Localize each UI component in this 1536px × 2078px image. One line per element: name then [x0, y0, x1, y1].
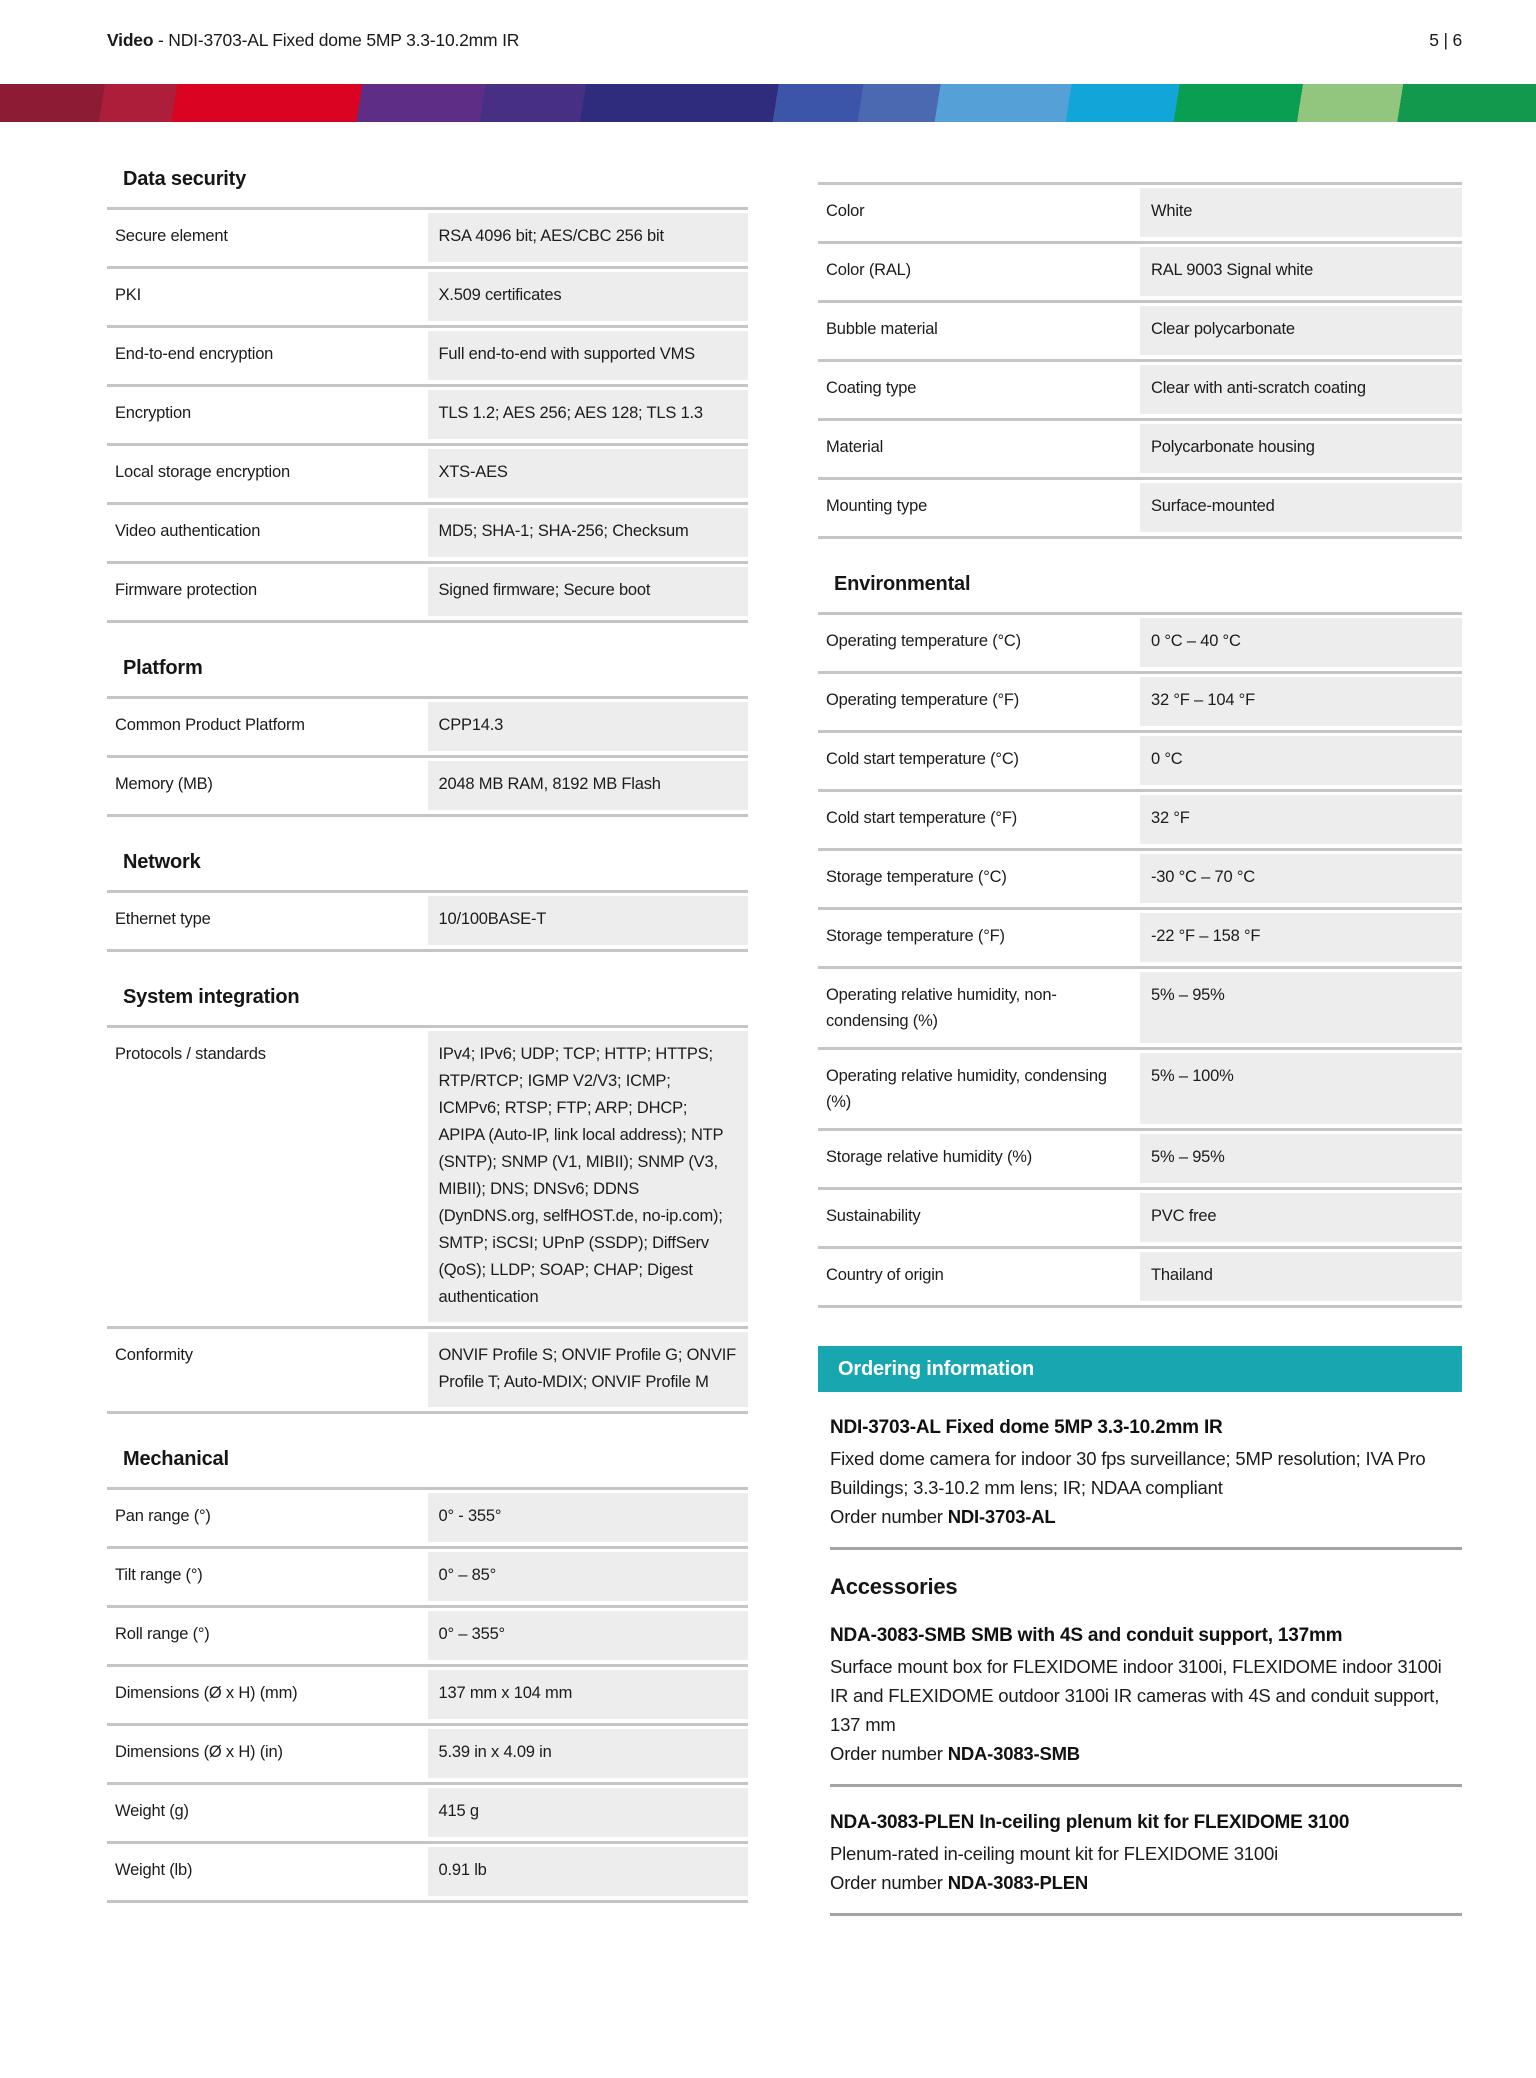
section-title: Mechanical [123, 1448, 229, 1470]
left-column [107, 168, 748, 1903]
spec-row [818, 671, 1462, 730]
spec-row [818, 418, 1462, 477]
spec-value: 0° – 355° [428, 1611, 749, 1660]
spec-label: Operating relative humidity, condensing (%) [826, 1067, 1107, 1111]
spec-value: 5% – 100% [1140, 1053, 1462, 1124]
spec-value: TLS 1.2; AES 256; AES 128; TLS 1.3 [428, 390, 749, 439]
spec-label: Dimensions (Ø x H) (mm) [115, 1684, 298, 1702]
order-number: NDI-3703-AL [947, 1506, 1056, 1527]
spec-row [107, 502, 748, 561]
spec-label: Ethernet type [115, 910, 211, 928]
spec-value: Surface-mounted [1140, 483, 1462, 532]
spec-value: RSA 4096 bit; AES/CBC 256 bit [428, 213, 749, 262]
product-description: Surface mount box for FLEXIDOME indoor 3100i, FLEXIDOME indoor 3100i IR and FLEXIDOME outdoor 3100i IR cameras with 4S and conduit support, 137 mm [830, 1656, 1442, 1735]
spec-label: Common Product Platform [115, 716, 305, 734]
spec-value: Polycarbonate housing [1140, 424, 1462, 473]
spec-label: Dimensions (Ø x H) (in) [115, 1743, 283, 1761]
spec-row [107, 1025, 748, 1326]
spec-row [818, 730, 1462, 789]
spec-row [818, 966, 1462, 1047]
order-number-label: Order number [830, 1743, 948, 1764]
spec-label: Sustainability [826, 1207, 921, 1225]
spec-label: PKI [115, 286, 141, 304]
accessory-entry [830, 1622, 1462, 1768]
spec-label: Coating type [826, 379, 917, 397]
spec-row [107, 325, 748, 384]
document-product-title: - NDI-3703-AL Fixed dome 5MP 3.3-10.2mm IR [158, 30, 520, 50]
spec-row [818, 1246, 1462, 1305]
spec-row [107, 1605, 748, 1664]
spec-value: MD5; SHA-1; SHA-256; Checksum [428, 508, 749, 557]
spec-label: Bubble material [826, 320, 938, 338]
spec-value: Clear polycarbonate [1140, 306, 1462, 355]
spec-row [107, 1723, 748, 1782]
spec-table [818, 182, 1462, 539]
ordering-section [818, 1346, 1462, 1916]
spec-value: Signed firmware; Secure boot [428, 567, 749, 616]
spec-label: Local storage encryption [115, 463, 290, 481]
order-number-label: Order number [830, 1872, 948, 1893]
spec-label: Color (RAL) [826, 261, 911, 279]
spec-label: Encryption [115, 404, 191, 422]
spec-row [107, 443, 748, 502]
spec-label: Material [826, 438, 884, 456]
spec-value: White [1140, 188, 1462, 237]
spec-row [818, 1047, 1462, 1128]
spec-label: Operating temperature (°F) [826, 691, 1020, 709]
order-number-line [830, 1739, 1462, 1768]
product-name: NDA-3083-PLEN In-ceiling plenum kit for FLEXIDOME 3100 [830, 1812, 1350, 1833]
spec-row [107, 207, 748, 266]
divider [830, 1913, 1462, 1916]
product-name: NDI-3703-AL Fixed dome 5MP 3.3-10.2mm IR [830, 1417, 1223, 1438]
document-title [107, 30, 519, 51]
spec-label: Operating temperature (°C) [826, 632, 1021, 650]
accessory-entry [830, 1809, 1462, 1897]
spec-row [107, 1487, 748, 1546]
spec-label: Video authentication [115, 522, 261, 540]
spec-content [107, 168, 1462, 1916]
section-title: System integration [123, 986, 300, 1008]
document-category: Video [107, 30, 154, 50]
spec-label: Country of origin [826, 1266, 944, 1284]
spec-value: Full end-to-end with supported VMS [428, 331, 749, 380]
spec-value: Clear with anti-scratch coating [1140, 365, 1462, 414]
spec-table [107, 696, 748, 817]
spec-value: 32 °F – 104 °F [1140, 677, 1462, 726]
spec-value: -22 °F – 158 °F [1140, 913, 1462, 962]
section-title: Platform [123, 657, 203, 679]
spec-label: Protocols / standards [115, 1045, 266, 1063]
ordering-body [818, 1414, 1462, 1916]
spec-value: 5% – 95% [1140, 972, 1462, 1043]
spec-value: 415 g [428, 1788, 749, 1837]
product-description: Fixed dome camera for indoor 30 fps surveillance; 5MP resolution; IVA Pro Buildings; 3.3-10.2 mm lens; IR; NDAA compliant [830, 1448, 1426, 1498]
color-bar [0, 84, 1536, 122]
accessories-list [830, 1622, 1462, 1916]
spec-value: 2048 MB RAM, 8192 MB Flash [428, 761, 749, 810]
spec-label: Operating relative humidity, non-condensing (%) [826, 986, 1057, 1030]
order-number-line [830, 1868, 1462, 1897]
spec-value: IPv4; IPv6; UDP; TCP; HTTP; HTTPS; RTP/RTCP; IGMP V2/V3; ICMP; ICMPv6; RTSP; FTP; ARP; DHCP; APIPA (Auto-IP, link local address); NTP (SNTP); SNMP (V1, MIBII); SNMP (V3, MIBII); DNS; DNSv6; DDNS (DynDNS.org, selfHOST.de, no-ip.com); SMTP; iSCSI; UPnP (SSDP); DiffServ (QoS); LLDP; SOAP; CHAP; Digest authentication [428, 1031, 749, 1322]
spec-row [107, 755, 748, 814]
order-number: NDA-3083-SMB [947, 1743, 1080, 1764]
spec-label: Conformity [115, 1346, 193, 1364]
right-column [818, 168, 1462, 1916]
order-number-label: Order number [830, 1506, 948, 1527]
spec-label: Memory (MB) [115, 775, 213, 793]
spec-row [107, 384, 748, 443]
spec-value: 5.39 in x 4.09 in [428, 1729, 749, 1778]
product-entry [830, 1414, 1462, 1531]
accessories-title: Accessories [830, 1574, 958, 1599]
spec-table [107, 207, 748, 623]
spec-label: Weight (g) [115, 1802, 189, 1820]
products-list [830, 1414, 1462, 1550]
divider [830, 1784, 1462, 1787]
spec-value: 0.91 lb [428, 1847, 749, 1896]
section-title: Data security [123, 168, 247, 190]
spec-value: XTS-AES [428, 449, 749, 498]
spec-value: 10/100BASE-T [428, 896, 749, 945]
spec-value: -30 °C – 70 °C [1140, 854, 1462, 903]
spec-label: Firmware protection [115, 581, 257, 599]
spec-row [818, 907, 1462, 966]
spec-row [818, 612, 1462, 671]
spec-label: Roll range (°) [115, 1625, 210, 1643]
spec-row [107, 890, 748, 949]
spec-row [107, 1841, 748, 1900]
spec-value: 0 °C – 40 °C [1140, 618, 1462, 667]
spec-label: Tilt range (°) [115, 1566, 203, 1584]
spec-label: Weight (lb) [115, 1861, 193, 1879]
order-number-line [830, 1502, 1462, 1531]
product-description: Plenum-rated in-ceiling mount kit for FLEXIDOME 3100i [830, 1843, 1278, 1864]
page-header [107, 30, 1462, 51]
spec-row [818, 300, 1462, 359]
spec-value: 0° - 355° [428, 1493, 749, 1542]
spec-label: Storage temperature (°F) [826, 927, 1005, 945]
section-title: Environmental [834, 573, 971, 595]
spec-value: 5% – 95% [1140, 1134, 1462, 1183]
spec-row [107, 1664, 748, 1723]
order-number: NDA-3083-PLEN [947, 1872, 1088, 1893]
spec-row [818, 848, 1462, 907]
spec-table [818, 612, 1462, 1308]
spec-row [107, 1326, 748, 1411]
spec-row [818, 1187, 1462, 1246]
spec-label: Mounting type [826, 497, 928, 515]
spec-value: 0 °C [1140, 736, 1462, 785]
spec-label: Cold start temperature (°F) [826, 809, 1018, 827]
spec-label: End-to-end encryption [115, 345, 274, 363]
spec-value: 32 °F [1140, 795, 1462, 844]
spec-row [818, 477, 1462, 536]
spec-label: Color [826, 202, 865, 220]
spec-row [818, 241, 1462, 300]
spec-value: CPP14.3 [428, 702, 749, 751]
spec-table [107, 1025, 748, 1414]
spec-row [107, 696, 748, 755]
spec-row [107, 266, 748, 325]
spec-row [107, 561, 748, 620]
spec-row [818, 1128, 1462, 1187]
spec-value: X.509 certificates [428, 272, 749, 321]
page-number: 5 | 6 [1429, 30, 1462, 50]
spec-label: Storage temperature (°C) [826, 868, 1007, 886]
spec-label: Secure element [115, 227, 228, 245]
spec-value: ONVIF Profile S; ONVIF Profile G; ONVIF Profile T; Auto-MDIX; ONVIF Profile M [428, 1332, 749, 1407]
spec-table [107, 890, 748, 952]
spec-row [818, 789, 1462, 848]
spec-row [818, 182, 1462, 241]
spec-value: RAL 9003 Signal white [1140, 247, 1462, 296]
spec-table [107, 1487, 748, 1903]
spec-value: 0° – 85° [428, 1552, 749, 1601]
section-title: Network [123, 851, 201, 873]
spec-row [107, 1546, 748, 1605]
spec-value: PVC free [1140, 1193, 1462, 1242]
spec-row [818, 359, 1462, 418]
spec-row [107, 1782, 748, 1841]
spec-label: Cold start temperature (°C) [826, 750, 1019, 768]
spec-value: Thailand [1140, 1252, 1462, 1301]
spec-value: 137 mm x 104 mm [428, 1670, 749, 1719]
spec-label: Pan range (°) [115, 1507, 211, 1525]
ordering-banner: Ordering information [818, 1346, 1462, 1392]
spec-label: Storage relative humidity (%) [826, 1148, 1033, 1166]
product-name: NDA-3083-SMB SMB with 4S and conduit support, 137mm [830, 1625, 1343, 1646]
divider [830, 1547, 1462, 1550]
